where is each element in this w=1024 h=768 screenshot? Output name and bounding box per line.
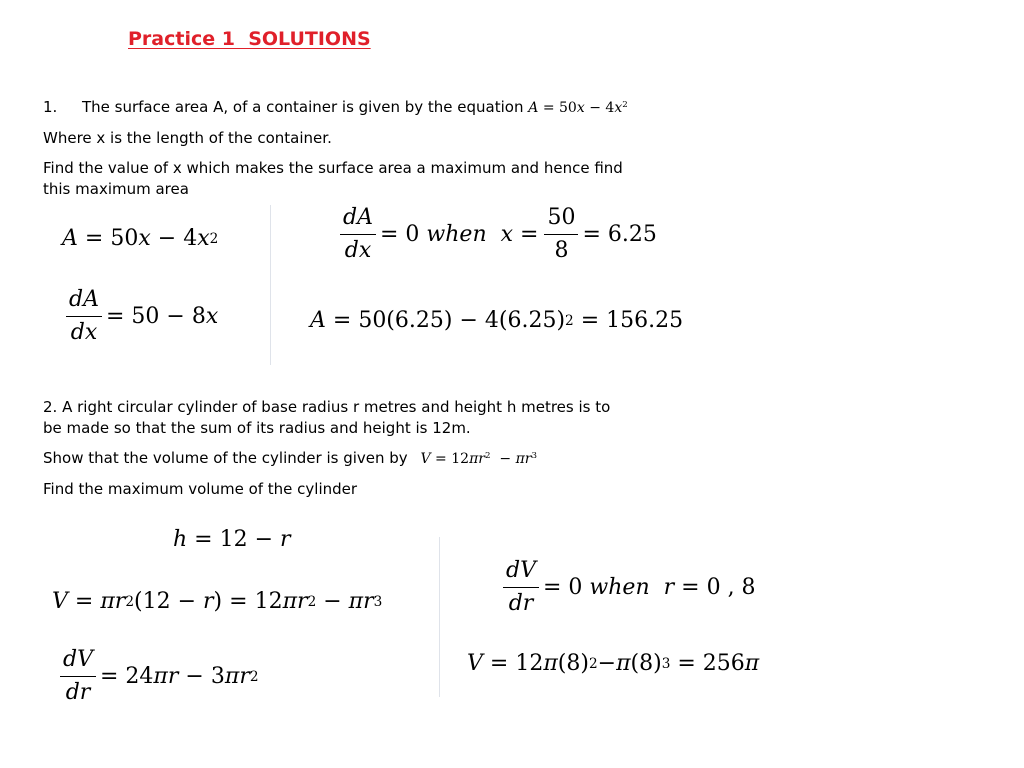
q2-solution-eq3: $\frac{dV}{dr}$ = 24 π r − 3 π r 2 xyxy=(60,648,259,705)
q2-text-line2: be made so that the sum of its radius and height is 12m. xyxy=(43,419,471,437)
q1-text-line1 xyxy=(82,97,628,119)
q1-text-line4: this maximum area xyxy=(43,180,189,198)
q1-solution-eq3: $\frac{dA}{dx}$ = 0 when x = $\frac{50}{8}$ = 6.25 xyxy=(340,206,657,263)
derivative-fraction: $\frac{dV}{dr}$ xyxy=(60,648,96,705)
q1-solution-eq4: A = 50(6.25) − 4(6.25) 2 = 156.25 xyxy=(310,308,684,333)
q1-prompt: The surface area A, of a container is given by the equation xyxy=(82,98,524,116)
page-title: Practice 1 SOLUTIONS xyxy=(128,28,371,50)
derivative-fraction: $\frac{dV}{dr}$ xyxy=(503,559,539,616)
column-divider xyxy=(270,205,271,365)
column-divider xyxy=(439,537,440,697)
q2-solution-eq4: $\frac{dV}{dr}$ = 0 when r = 0 , 8 xyxy=(503,559,756,616)
q2-prompt: Show that the volume of the cylinder is given by xyxy=(43,449,408,467)
q2-text-line4: Find the maximum volume of the cylinder xyxy=(43,480,358,498)
derivative-fraction: $\frac{dA}{dx}$ xyxy=(340,206,376,263)
q1-solution-eq2: $\frac{dA}{dx}$ = 50 − 8 x xyxy=(66,288,218,345)
q2-text-line3 xyxy=(43,448,537,470)
q2-inline-equation: $V = 12\pi r^2 - \pi r^3$ xyxy=(420,451,538,467)
q2-text-line1: 2. A right circular cylinder of base radius r metres and height h metres is to xyxy=(43,398,611,416)
q1-text-line2: Where x is the length of the container. xyxy=(43,129,332,147)
q1-solution-eq1: A = 50 x − 4 x 2 xyxy=(62,226,219,251)
q1-text-line3: Find the value of x which makes the surface area a maximum and hence find xyxy=(43,159,623,177)
q1-number: 1. xyxy=(43,98,58,116)
value-fraction: $\frac{50}{8}$ xyxy=(544,206,578,263)
derivative-fraction: $\frac{dA}{dx}$ xyxy=(66,288,102,345)
q1-inline-equation: $A = 50x - 4x^2$ xyxy=(528,100,628,116)
q2-solution-eq1: h = 12 − r xyxy=(173,527,291,552)
q2-solution-eq5: V = 12 π (8) 2 − π (8) 3 = 256 π xyxy=(467,651,760,676)
q2-solution-eq2: V = π r 2 (12 − r ) = 12 π r 2 − π r 3 xyxy=(52,589,383,614)
